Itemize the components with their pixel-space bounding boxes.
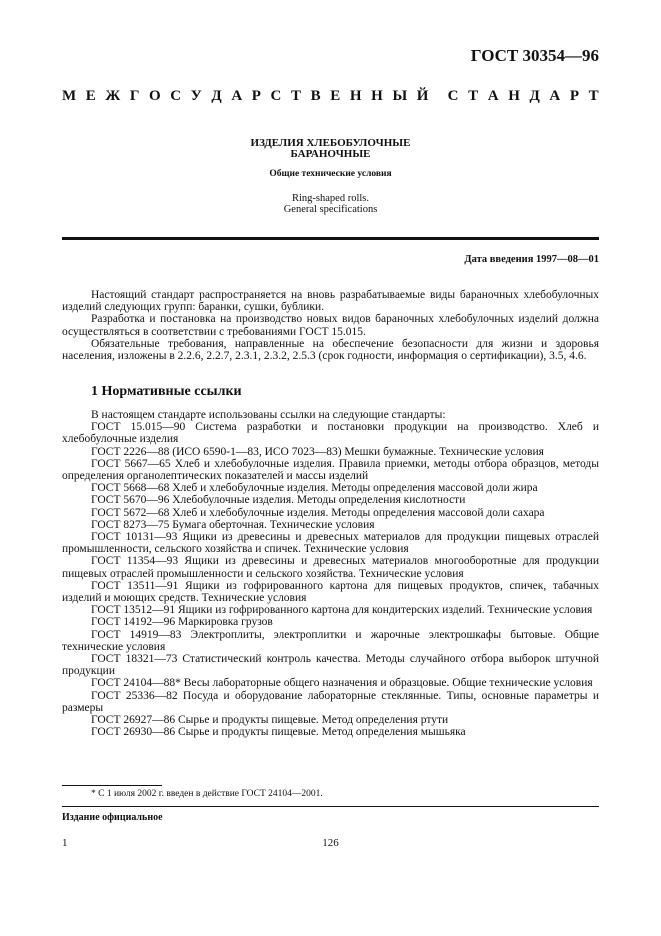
header-letter: Н [371, 88, 383, 104]
header-letter: Н [349, 88, 362, 104]
header-letter: Ы [392, 88, 408, 104]
header-letter: Е [85, 88, 96, 104]
introduction-date: Дата введения 1997—08—01 [464, 254, 599, 265]
footnote: * С 1 июля 2002 г. введен в действие ГОСТ 24104—2001. [91, 789, 323, 799]
reference-item: ГОСТ 14919—83 Электроплиты, электроплитки и жарочные электрошкафы бытовые. Общие технические условия [62, 628, 599, 653]
header-letter: Н [508, 88, 520, 104]
intro-paragraph: Разработка и постановка на производство новых видов бараночных хлебобулочных изделий должна осуществляться в соответствии с требованиями ГОСТ 15.015. [62, 313, 599, 338]
reference-item: ГОСТ 18321—73 Статистический контроль качества. Методы случайного отбора выборок штучной продукции [62, 653, 599, 678]
reference-item: ГОСТ 26927—86 Сырье и продукты пищевые. Метод определения ртути [91, 714, 449, 727]
reference-item: ГОСТ 14192—96 Маркировка грузов [91, 616, 273, 629]
page-number-local: 1 [62, 837, 68, 849]
header-letter: Т [291, 88, 302, 104]
header-letter: У [190, 88, 202, 104]
header-divider [62, 237, 599, 240]
header-letter: Г [129, 88, 140, 104]
reference-item: ГОСТ 8273—75 Бумага оберточная. Технические условия [91, 518, 375, 531]
title-english-line-2: General specifications [283, 204, 378, 215]
header-letter: Д [529, 88, 540, 104]
document-number: ГОСТ 30354—96 [470, 46, 599, 65]
official-edition-label: Издание официальное [62, 812, 163, 823]
reference-item: ГОСТ 13511—91 Ящики из гофрированного картона для пищевых продуктов, спичек, табачных изделий и моющих средств. Технические условия [62, 579, 599, 605]
footer-divider [62, 806, 599, 807]
header-letter: Е [330, 88, 341, 104]
reference-item: ГОСТ 26930—86 Сырье и продукты пищевые. Метод определения мышьяка [91, 726, 466, 739]
reference-item: ГОСТ 13512—91 Ящики из гофрированного картона для кондитерских изделий. Технические условия [91, 604, 593, 617]
title-line-1: ИЗДЕЛИЯ ХЛЕБОБУЛОЧНЫЕ [250, 137, 411, 149]
interstate-standard-header [62, 88, 599, 105]
header-letter: М [62, 88, 77, 104]
reference-item: ГОСТ 25336—82 Посуда и оборудование лабораторные стеклянные. Типы, основные параметры и размеры [62, 689, 599, 714]
header-letter: В [310, 88, 321, 104]
header-letter: О [149, 88, 161, 104]
reference-item: ГОСТ 5670—96 Хлебобулочные изделия. Методы определения кислотности [91, 494, 466, 507]
reference-item: ГОСТ 11354—93 Ящики из древесины и древесных материалов многооборотные для продукции пищевых отраслей промышленности и сельского хозяйства. Технические условия [62, 555, 599, 580]
footnote-divider [62, 785, 162, 786]
header-letter: А [549, 88, 561, 104]
header-letter: С [447, 88, 459, 104]
intro-paragraph: Настоящий стандарт распространяется на вновь разрабатываемые виды бараночных хлебобулочных изделий следующих групп: баранки, сушки, бублики. [62, 289, 599, 314]
intro-paragraph: Обязательные требования, направленные на обеспечение безопасности для жизни и здоровья населения, изложены в 2.2.6, 2.2.7, 2.3.1, 2.3.2, 2.5.3 (срок годности, информация о сертификации), 3.5, 4.6. [62, 337, 599, 363]
header-letter: А [487, 88, 499, 104]
header-letter: Й [416, 88, 429, 104]
title-subtitle: Общие технические условия [269, 169, 392, 179]
header-letter: Р [251, 88, 261, 104]
reference-item: ГОСТ 5668—68 Хлеб и хлебобулочные изделия. Методы определения массовой доли жира [91, 482, 538, 495]
references-lead: В настоящем стандарте использованы ссылки на следующие стандарты: [91, 409, 446, 421]
page-number-global: 126 [322, 837, 339, 849]
introduction-text [62, 289, 599, 362]
reference-item: ГОСТ 2226—88 (ИСО 6590-1—83, ИСО 7023—83) Мешки бумажные. Технические условия [91, 445, 544, 458]
header-letter: Т [588, 88, 599, 104]
references-list [62, 409, 599, 738]
header-letter: С [170, 88, 182, 104]
header-letter: Ж [105, 88, 121, 104]
header-letter: Р [569, 88, 580, 104]
title-line-2: БАРАНОЧНЫЕ [290, 148, 371, 160]
header-letter: Т [468, 88, 479, 104]
title-english-line-1: Ring-shaped rolls. [292, 193, 369, 204]
reference-item: ГОСТ 5667—65 Хлеб и хлебобулочные изделия. Правила приемки, методы отбора образцов, методы определения органолептических показателей и массы изделий [62, 457, 599, 483]
reference-item: ГОСТ 15.015—90 Система разработки и постановки продукции на производство. Хлеб и хлебобулочные изделия [62, 421, 599, 446]
section-heading: 1 Нормативные ссылки [91, 384, 242, 399]
reference-item: ГОСТ 5672—68 Хлеб и хлебобулочные изделия. Методы определения массовой доли сахара [91, 506, 545, 519]
reference-item: ГОСТ 10131—93 Ящики из древесины и древесных материалов для продукции пищевых отраслей промышленности, сельского хозяйства и спичек. Технические условия [62, 531, 599, 556]
header-letter: С [270, 88, 282, 104]
header-letter: А [231, 88, 243, 104]
reference-item: ГОСТ 24104—88* Весы лабораторные общего назначения и образцовые. Общие технические условия [91, 677, 593, 690]
header-letter: Д [211, 88, 222, 104]
